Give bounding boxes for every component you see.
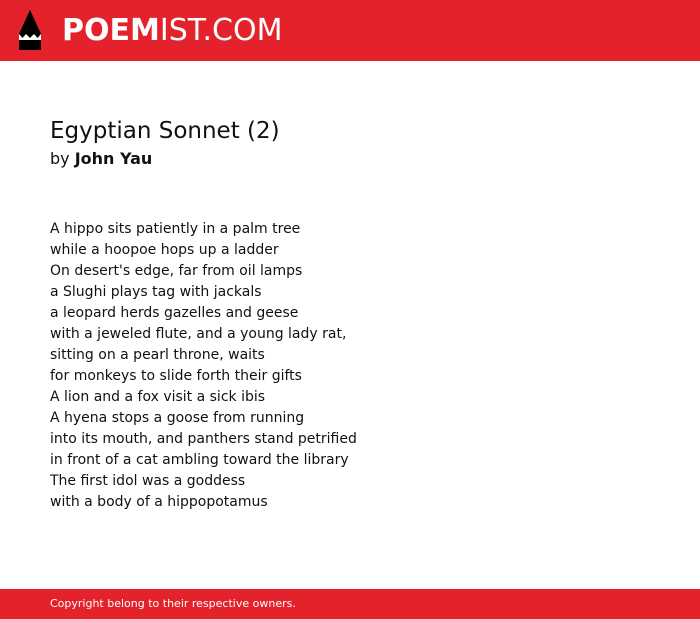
poem-line: sitting on a pearl throne, waits — [50, 347, 265, 363]
poem-line: A hyena stops a goose from running — [50, 410, 305, 426]
poem-line: in front of a cat ambling toward the library — [50, 452, 349, 468]
pencil-tip-icon[interactable] — [17, 9, 43, 51]
poem-line: On desert's edge, far from oil lamps — [50, 263, 303, 279]
site-footer — [0, 589, 700, 619]
site-header — [0, 0, 700, 61]
poem-line: with a body of a hippopotamus — [50, 494, 268, 510]
site-logo[interactable] — [62, 12, 282, 50]
byline — [50, 148, 152, 170]
poem-line: into its mouth, and panthers stand petrified — [50, 431, 357, 447]
logo-text-light: IST.COM — [159, 13, 283, 48]
by-label: by — [50, 149, 70, 168]
poem-title: Egyptian Sonnet (2) — [50, 118, 280, 144]
poem-line: for monkeys to slide forth their gifts — [50, 368, 302, 384]
poem-line: The first idol was a goddess — [50, 473, 246, 489]
author-link[interactable]: John Yau — [74, 149, 153, 168]
poem-line: a leopard herds gazelles and geese — [50, 305, 299, 321]
poem-body — [50, 219, 357, 513]
poem-line: A lion and a fox visit a sick ibis — [50, 389, 266, 405]
poem-line: a Slughi plays tag with jackals — [50, 284, 262, 300]
copyright-text: Copyright belong to their respective owners. — [50, 597, 296, 610]
poem-line: with a jeweled flute, and a young lady rat, — [50, 326, 347, 342]
logo-text-bold: POEM — [62, 13, 160, 48]
poem-line: A hippo sits patiently in a palm tree — [50, 221, 301, 237]
poem-line: while a hoopoe hops up a ladder — [50, 242, 279, 258]
